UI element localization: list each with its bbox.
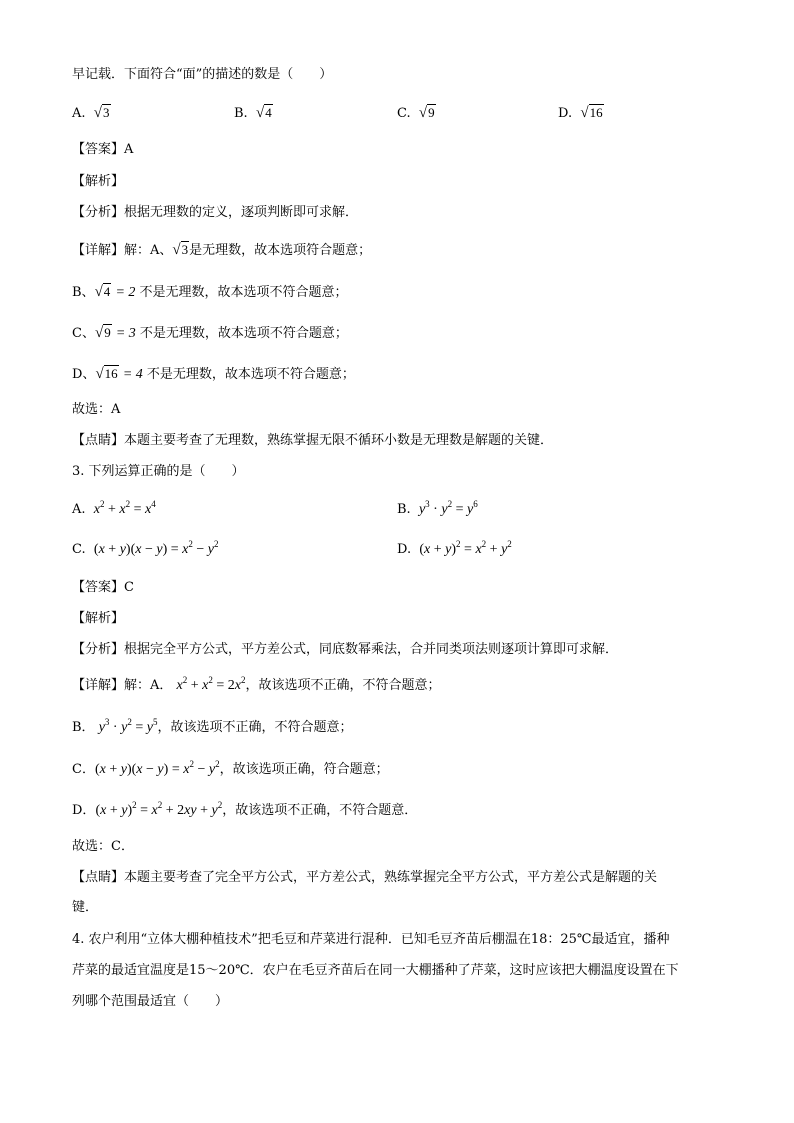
q3-dianjing-cont: 键． [72,900,99,915]
q3-option-b: B. $y^3 \cdot y^2 = y^6$ [397,499,478,517]
q2-option-a: A. √3 [72,105,110,121]
q2-choice: 故选：A [72,402,121,417]
sqrt-symbol: √3 [93,105,110,121]
q3-stem: 3. 下列运算正确的是（ ） [72,464,245,479]
q2-detail-b: B、√4 = 2 不是无理数，故本选项不符合题意； [72,284,348,300]
q2-analysis-label: 【解析】 [72,174,125,189]
q3-detail-c: C．$(x + y)(x - y) = x^2 - y^2$，故该选项正确，符合题意； [72,759,389,777]
q2-detail-a: 【详解】解：A、√3是无理数，故本选项符合题意； [72,242,372,258]
sqrt-symbol: √3 [172,242,189,258]
q4-stem-line-3: 列哪个范围最适宜（ ） [72,994,229,1009]
q4-stem-line-1: 4. 农户利用“立体大棚种植技术”把毛豆和芹菜进行混种．已知毛豆齐苗后棚温在18：25℃最适宜，播种 [72,932,670,947]
q2-detail-c: C、√9 = 3 不是无理数，故本选项不符合题意； [72,325,348,341]
sqrt-symbol: √4 [94,284,111,300]
q2-detail-d: D、√16 = 4 不是无理数，故本选项不符合题意； [72,366,355,382]
q2-stem: 早记载．下面符合“面”的描述的数是（ ） [72,67,333,82]
sqrt-symbol: √4 [255,105,272,121]
q3-detail-b: B． $y^3 \cdot y^2 = y^5$，故该选项不正确，不符合题意； [72,717,353,735]
q3-analysis-label: 【解析】 [72,611,125,626]
q2-dianjing: 【点睛】本题主要考查了无理数，熟练掌握无限不循环小数是无理数是解题的关键． [72,433,554,448]
sqrt-symbol: √16 [95,366,118,382]
q3-options-row-2 [72,540,724,560]
q4-stem-line-2: 芹菜的最适宜温度是15～20℃．农户在毛豆齐苗后在同一大棚播种了芹菜，这时应该把大棚温度设置在下 [72,963,679,978]
q2-answer: 【答案】A [72,142,134,157]
q2-option-d: D. √16 [558,105,603,121]
q3-choice: 故选：C． [72,839,134,854]
q3-option-d: D. $(x + y)^2 = x^2 + y^2$ [397,539,512,557]
sqrt-symbol: √16 [580,105,603,121]
q3-dianjing: 【点睛】本题主要考查了完全平方公式，平方差公式，熟练掌握完全平方公式，平方差公式是解题的关 [72,870,658,885]
q3-detail-a: 【详解】解：A． $x^2 + x^2 = 2x^2$，故该选项不正确，不符合题意； [72,675,441,693]
q3-option-c: C. $(x + y)(x - y) = x^2 - y^2$ [72,539,219,557]
sqrt-symbol: √9 [94,325,111,341]
q2-option-c: C. √9 [397,105,435,121]
q3-detail-d: D．$(x + y)^2 = x^2 + 2xy + y^2$，故该选项不正确，不符合题意． [72,800,418,818]
q2-option-b: B. √4 [234,105,272,121]
q2-options [72,103,724,123]
sqrt-symbol: √9 [418,105,435,121]
q3-answer: 【答案】C [72,580,134,595]
q2-fenxi: 【分析】根据无理数的定义，逐项判断即可求解． [72,205,359,220]
q3-fenxi: 【分析】根据完全平方公式，平方差公式，同底数幂乘法，合并同类项法则逐项计算即可求解． [72,642,619,657]
q3-option-a: A. $x^2 + x^2 = x^4$ [72,499,156,517]
q3-options-row-1 [72,500,724,520]
